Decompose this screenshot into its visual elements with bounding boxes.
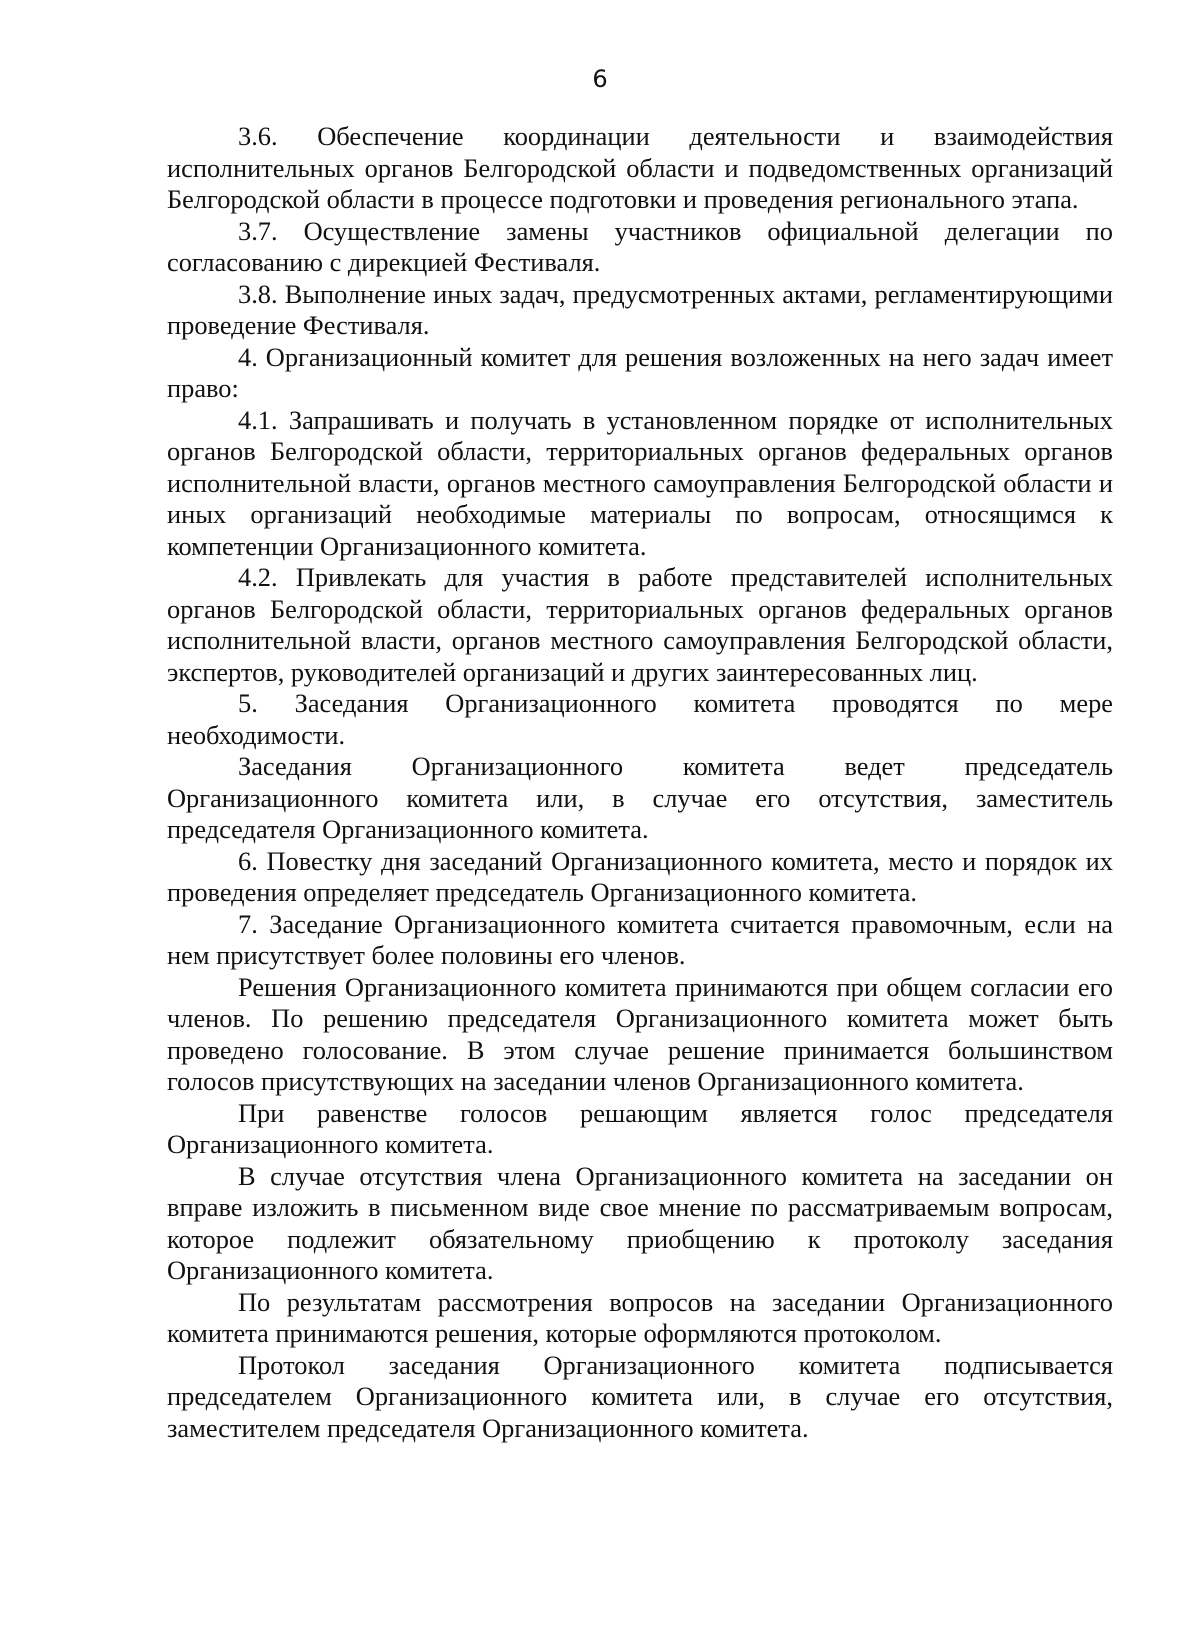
paragraph-protocol: Протокол заседания Организационного комитета подписывается председателем Организационного комитета или, в случае его отсутствия, заместителем председателя Организационного комитета. (167, 1349, 1113, 1443)
paragraph-5-chair: Заседания Организационного комитета ведет председатель Организационного комитета или, в случае его отсутствия, заместитель председателя Организационного комитета. (167, 751, 1113, 844)
paragraph-3-7: 3.7. Осуществление замены участников официальной делегации по согласованию с дирекцией Фестиваля. (167, 215, 1113, 277)
paragraph-decisions: Решения Организационного комитета принимаются при общем согласии его членов. По решению председателя Организационного комитета может быть проведено голосование. В этом случае решение принимается большинством голосов присутствующих на заседании членов Организационного комитета. (167, 971, 1113, 1096)
paragraph-6: 6. Повестку дня заседаний Организационного комитета, место и порядок их проведения определяет председатель Организационного комитета. (167, 845, 1113, 907)
paragraph-3-8: 3.8. Выполнение иных задач, предусмотренных актами, регламентирующими проведение Фестиваля. (167, 278, 1113, 340)
document-body (167, 121, 1113, 1444)
paragraph-3-6: 3.6. Обеспечение координации деятельности и взаимодействия исполнительных органов Белгородской области и подведомственных организаций Белгородской области в процессе подготовки и проведения регионального этапа. (167, 121, 1113, 214)
paragraph-4: 4. Организационный комитет для решения возложенных на него задач имеет право: (167, 341, 1113, 403)
paragraph-absence: В случае отсутствия члена Организационного комитета на заседании он вправе изложить в письменном виде свое мнение по рассматриваемым вопросам, которое подлежит обязательному приобщению к протоколу заседания Организационного комитета. (167, 1160, 1113, 1285)
paragraph-4-2: 4.2. Привлекать для участия в работе представителей исполнительных органов Белгородской области, территориальных органов федеральных органов исполнительной власти, органов местного самоуправления Белгородской области, экспертов, руководителей организаций и других заинтересованных лиц. (167, 562, 1113, 687)
paragraph-results: По результатам рассмотрения вопросов на заседании Организационного комитета принимаются решения, которые оформляются протоколом. (167, 1286, 1113, 1348)
paragraph-5: 5. Заседания Организационного комитета проводятся по мере необходимости. (167, 688, 1113, 750)
paragraph-4-1: 4.1. Запрашивать и получать в установленном порядке от исполнительных органов Белгородской области, территориальных органов федеральных органов исполнительной власти, органов местного самоуправления Белгородской области и иных организаций необходимые материалы по вопросам, относящимся к компетенции Организационного комитета. (167, 404, 1113, 561)
paragraph-equal-votes: При равенстве голосов решающим является голос председателя Организационного комитета. (167, 1097, 1113, 1159)
paragraph-7: 7. Заседание Организационного комитета считается правомочным, если на нем присутствует более половины его членов. (167, 908, 1113, 970)
page-number: 6 (592, 65, 608, 93)
